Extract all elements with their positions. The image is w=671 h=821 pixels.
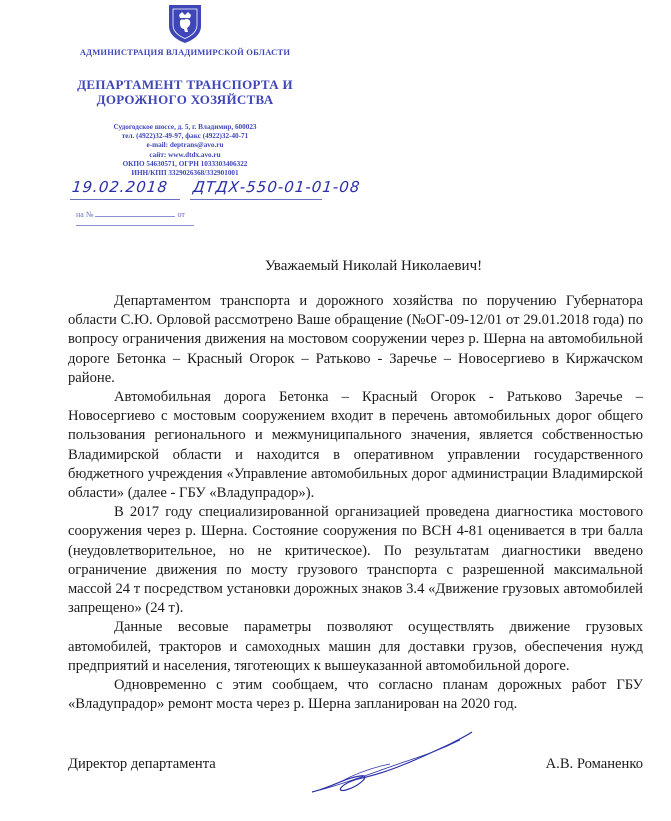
phone-line: тел. (4922)32-49-97, факс (4922)32-40-71 — [121, 132, 249, 141]
inn-line: ИНН/КПП 3329026368/332901001 — [131, 169, 239, 178]
ref-from: от — [177, 210, 185, 219]
handwritten-number: ДТДХ-550-01-01-08 — [192, 178, 362, 196]
admin-label: АДМИНИСТРАЦИЯ ВЛАДИМИРСКОЙ ОБЛАСТИ — [79, 47, 291, 57]
signature-block — [68, 756, 643, 773]
okpo-line: ОКПО 54630571, ОГРН 1033303406322 — [122, 159, 248, 168]
ref-prefix: на № — [76, 210, 94, 219]
paragraph: Департаментом транспорта и дорожного хозяйства по поручению Губернатора области С.Ю. Орловой рассмотрено Ваше обращение (№ОГ-09-12/01 от 29.01.2018 года) по вопросу ограничения движения на мостовом сооружении через р. Шерна на автомобильной дороге Бетонка – Красный Огорок – Ратьково - Заречье – Новосергиево в Киржачском районе. — [68, 293, 643, 386]
handwritten-date: 19.02.2018 — [71, 178, 169, 196]
paragraph: Автомобильная дорога Бетонка – Красный Огорок - Ратьково Заречье – Новосергиево с мостовым сооружением входит в перечень автомобильных дорог общего пользования регионального и межмуниципального значения, является собственностью Владимирской области и находится в оперативном управлении государственного бюджетного учреждения «Управление автомобильных дорог администрации Владимирской области» (далее - ГБУ «Владупрадор»). — [68, 389, 643, 502]
salutation: Уважаемый Николай Николаевич! — [264, 258, 483, 274]
administration-name — [70, 47, 300, 57]
date-underline — [70, 199, 180, 200]
signature-position: Директор департамента — [68, 756, 216, 772]
paragraph: Одновременно с этим сообщаем, что согласно планам дорожных работ ГБУ «Владупрадор» ремонт моста через р. Шерна запланирован на 2020 год. — [68, 677, 643, 713]
letter-body — [68, 292, 643, 714]
address-line: Судогодское шоссе, д. 5, г. Владимир, 600023 — [113, 123, 257, 131]
site-line: сайт: www.dtdx.avo.ru — [149, 150, 221, 159]
paragraph: В 2017 году специализированной организацией проведена диагностика мостового сооружения через р. Шерна. Состояние сооружения по ВСН 4-81 оценивается в три балла (неудовлетворительное, но не критическое). По результатам диагностики введено ограничение движения по мосту грузового транспорта с разрешенной максимальной массой 24 т посредством установки дорожных знаков 3.4 «Движение грузовых автомобилей запрещено» (24 т). — [68, 504, 643, 617]
number-underline — [190, 199, 322, 200]
department-name: ДЕПАРТАМЕНТ ТРАНСПОРТА И ДОРОЖНОГО ХОЗЯЙСТВА — [77, 77, 293, 107]
ref-number-blank — [95, 216, 175, 217]
coat-of-arms-icon — [166, 2, 204, 44]
email-line: e-mail: deptrans@avo.ru — [146, 141, 224, 150]
signature-name: А.В. Романенко — [545, 756, 643, 772]
ref-date-blank — [76, 225, 194, 226]
paragraph: Данные весовые параметры позволяют осуществлять движение грузовых автомобилей, тракторов и самоходных машин для доставки грузов, обеспечения нужд предприятий и населения, тяготеющих к вышеуказанной автомобильной дороге. — [68, 619, 643, 674]
reference-line — [76, 210, 301, 228]
contacts-block — [70, 123, 300, 178]
